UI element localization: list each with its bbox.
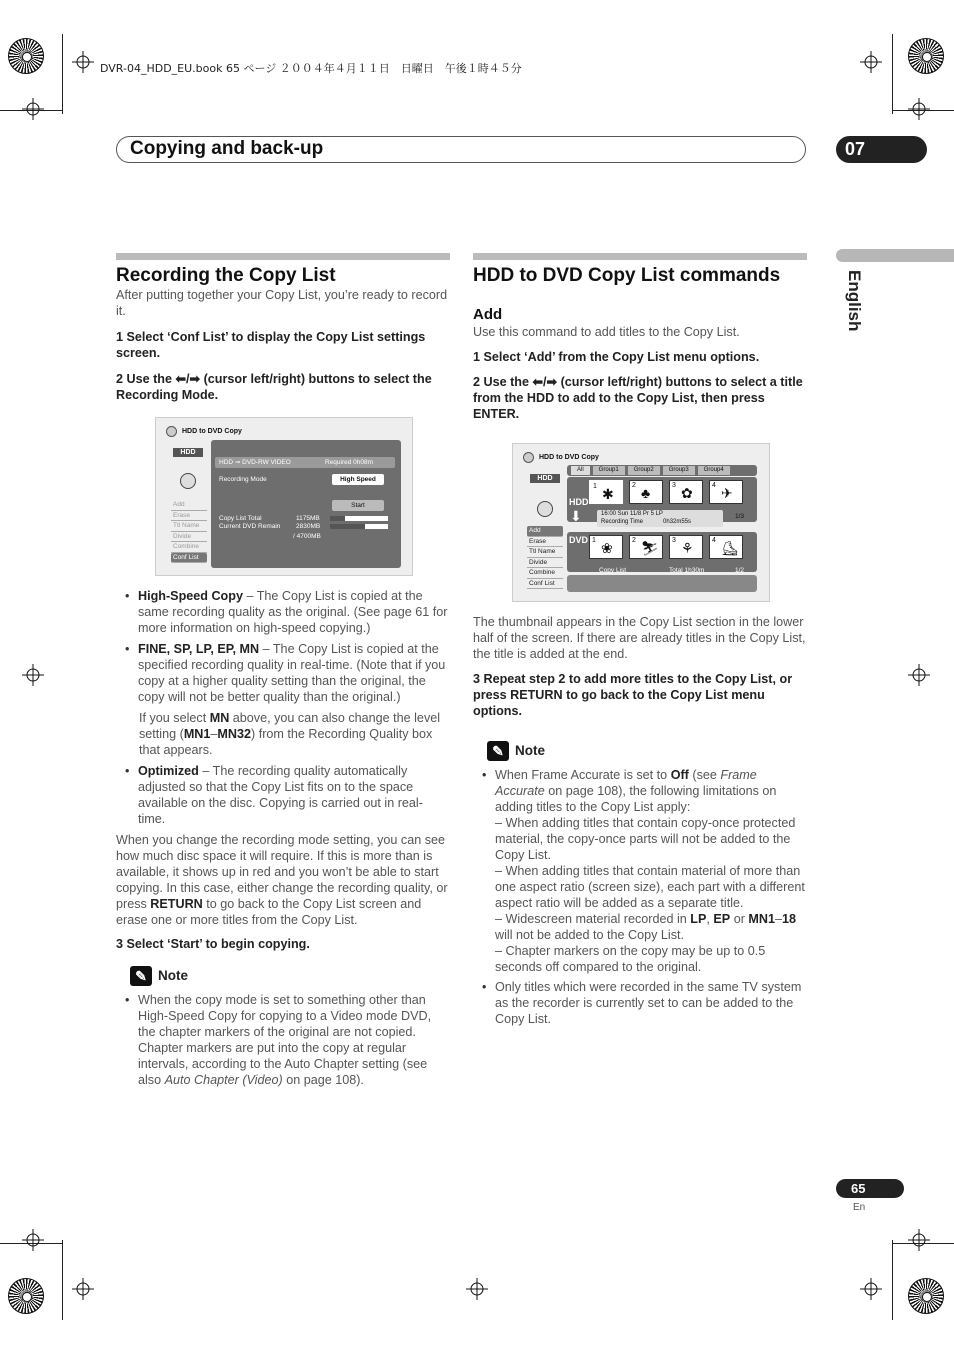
note-list: [116, 992, 450, 1088]
dvd-capacity: / 4700MB: [293, 533, 321, 540]
registration-crosshair-icon: [908, 1229, 930, 1251]
print-slug: DVR-04_HDD_EU.book 65 ページ ２００４年４月１１日 日曜日 午後１時４５分: [100, 62, 522, 75]
route-row: [215, 457, 395, 468]
menu-item-conf-list[interactable]: Conf List: [527, 579, 563, 590]
menu-item-erase[interactable]: Erase: [171, 511, 207, 522]
thumbnail-paragraph: The thumbnail appears in the Copy List section in the lower half of the screen. If there are already titles in the Copy List, the title is added at the end.: [473, 615, 806, 661]
copy-list-thumbnail[interactable]: 3 ⚘: [669, 535, 703, 559]
menu-item-divide[interactable]: Divide: [527, 558, 563, 569]
tab-group3[interactable]: Group3: [663, 466, 695, 475]
page-language: En: [853, 1202, 866, 1213]
registration-crosshair-icon: [22, 1229, 44, 1251]
disc-icon: [180, 473, 196, 489]
copy-list-thumbnail[interactable]: 1 ❀: [589, 535, 623, 559]
dvd-remain-value: 2830MB: [296, 523, 321, 530]
add-intro: Use this command to add titles to the Copy List.: [473, 325, 740, 339]
heading-copy-list-commands: HDD to DVD Copy List commands: [473, 265, 781, 286]
limitation-copy-once: – When adding titles that contain copy-once protected material, the copy-once parts will not be added to the Copy List.: [495, 816, 796, 862]
section-bar: [473, 253, 807, 260]
chapter-number: 07: [836, 136, 927, 163]
recording-mode-screen: [155, 417, 413, 576]
hdd-title-thumbnail[interactable]: 1 ✱: [589, 480, 623, 504]
hdd-badge: HDD: [530, 474, 560, 483]
disc-space-paragraph: When you change the recording mode setting, you can see how much disc space it will require. If this is more than is available, it shows up in red and you won’t be able to start copying. In this case, either change the recording quality, or press RETURN to go back to the Copy List screen and erase one or more titles from the Copy List.: [116, 833, 448, 927]
registration-crosshair-icon: [860, 1278, 882, 1300]
disc-icon: [523, 452, 534, 463]
dvd-page-indicator: 1/2: [735, 567, 745, 574]
heading-recording-copy-list: Recording the Copy List: [116, 265, 336, 286]
list-item: • FINE, SP, LP, EP, MN – The Copy List is copied at the specified recording quality in real-time. (Note that if you copy at a higher quality setting than the original, the copy will not be better quality than the original.): [116, 641, 450, 705]
hdd-badge: HDD: [173, 448, 203, 457]
disc-icon: [537, 501, 553, 517]
start-button[interactable]: Start: [332, 500, 384, 511]
right-column-lower: [473, 614, 807, 1027]
language-tab: [836, 249, 954, 262]
step-3: 3 Repeat step 2 to add more titles to the Copy List, or press RETURN to go back to the Copy List menu options.: [473, 672, 793, 718]
copy-list-menu: [527, 526, 563, 589]
section-bar: [116, 253, 450, 260]
copy-list-menu: [171, 500, 207, 563]
step-2: 2 Use the ⬅/➡ (cursor left/right) buttons to select a title from the HDD to add to the Copy List, then press ENTER.: [473, 375, 803, 421]
recording-time-line: Recording Time 0h32m55s: [601, 518, 692, 525]
printer-sunburst-mark: [8, 38, 44, 74]
menu-item-ttl-name[interactable]: Ttl Name: [171, 521, 207, 532]
note-heading: ✎ Note: [473, 741, 807, 761]
menu-item-add[interactable]: Add: [171, 500, 207, 511]
copy-list-thumbnail[interactable]: 2 ⛷: [629, 535, 663, 559]
registration-crosshair-icon: [908, 664, 930, 686]
heading-add: Add: [473, 306, 503, 323]
step-1: 1 Select ‘Add’ from the Copy List menu options.: [473, 350, 760, 364]
list-item: • Optimized – The recording quality automatically adjusted so that the Copy List fits on to the space available on the disc. Copying is carried out in real-time.: [116, 763, 450, 827]
pencil-icon: ✎: [487, 741, 509, 761]
hdd-title-thumbnail[interactable]: 3 ✿: [669, 480, 703, 504]
pencil-icon: ✎: [130, 966, 152, 986]
registration-crosshair-icon: [22, 664, 44, 686]
tab-group2[interactable]: Group2: [628, 466, 660, 475]
recording-mode-label: Recording Mode: [219, 476, 267, 483]
recording-mode-selector[interactable]: High Speed: [332, 474, 384, 485]
menu-item-ttl-name[interactable]: Ttl Name: [527, 547, 563, 558]
copy-list-label: Copy List: [599, 567, 627, 574]
menu-item-divide[interactable]: Divide: [171, 532, 207, 543]
hdd-side-label: HDD: [569, 497, 589, 507]
step-1: 1 Select ‘Conf List’ to display the Copy List settings screen.: [116, 330, 426, 360]
registration-crosshair-icon: [466, 1278, 488, 1300]
limitation-widescreen: – Widescreen material recorded in LP, EP or MN1–18 will not be added to the Copy List.: [495, 912, 797, 942]
status-bar: [567, 575, 757, 592]
menu-item-erase[interactable]: Erase: [527, 537, 563, 548]
printer-sunburst-mark: [908, 38, 944, 74]
note-heading: ✎ Note: [116, 966, 450, 986]
copy-list-thumbnail[interactable]: 4 ⛸: [709, 535, 743, 559]
mn-level-note: If you select MN above, you can also change the level setting (MN1–MN32) from the Recording Quality box that appears.: [139, 711, 441, 757]
registration-crosshair-icon: [72, 1278, 94, 1300]
tab-all[interactable]: All: [571, 466, 590, 475]
registration-crosshair-icon: [22, 98, 44, 120]
title-info-line: 16:00 Sun 11/8 Pr 5 LP: [601, 511, 663, 517]
registration-crosshair-icon: [860, 51, 882, 73]
left-column: [116, 253, 450, 403]
recording-mode-list: [116, 763, 450, 827]
limitation-chapter-markers: – Chapter markers on the copy may be up to 0.5 seconds off compared to the original.: [495, 944, 766, 974]
list-item: • High-Speed Copy – The Copy List is copied at the same recording quality as the original. (See page 61 for more information on high-speed copying.): [116, 588, 450, 636]
remain-bar: [330, 524, 388, 529]
menu-item-conf-list[interactable]: Conf List: [171, 553, 207, 564]
printer-sunburst-mark: [908, 1278, 944, 1314]
down-arrow-icon: ⬇: [570, 508, 582, 524]
title-info-box: [597, 510, 723, 527]
copy-list-add-screen: [512, 443, 770, 602]
list-item: • When the copy mode is set to something other than High-Speed Copy for copying to a Video mode DVD, the chapter markers of the original are not copied. Chapter markers are put into the copy at regular intervals, according to the Auto Chapter setting (see also Auto Chapter (Video) on page 108).: [116, 992, 450, 1088]
copy-list-total-value: 1175MB: [296, 515, 320, 522]
required-time: Required 0h08m: [325, 459, 374, 466]
hdd-page-indicator: 1/3: [735, 513, 745, 520]
limitation-aspect-ratio: – When adding titles that contain material of more than one aspect ratio (screen size), each part with a different aspect ratio will be added as a separate title.: [495, 864, 805, 910]
screen-title: HDD to DVD Copy: [539, 454, 599, 461]
dvd-remain-label: Current DVD Remain: [219, 523, 281, 530]
group-tabs: [567, 465, 757, 476]
registration-crosshair-icon: [72, 51, 94, 73]
note-list: [473, 767, 807, 1027]
disc-icon: [166, 426, 177, 437]
page-number: 65: [836, 1179, 904, 1198]
intro-text: After putting together your Copy List, you’re ready to record it.: [116, 288, 448, 318]
usage-bar: [330, 516, 388, 521]
section-title: Copying and back-up: [130, 138, 324, 159]
menu-item-combine[interactable]: Combine: [527, 568, 563, 579]
right-column: [473, 253, 807, 422]
tab-group4[interactable]: Group4: [698, 466, 730, 475]
menu-item-combine[interactable]: Combine: [171, 542, 207, 553]
left-column-lower: [116, 588, 450, 1088]
list-item: • When Frame Accurate is set to Off (see Frame Accurate on page 108), the following limitations on adding titles to the Copy List apply: – When adding titles that contain copy-once protected material, the copy-once parts will not be added to the Copy List. – When adding titles that contain material of more than one aspect ratio (screen size), each part with a different aspect ratio will be added as a separate title. – Widescreen material recorded in LP, EP or MN1–18 will not be added to the Copy List. – Chapter markers on the copy may be up to 0.5 seconds off compared to the original.: [473, 767, 807, 975]
registration-crosshair-icon: [908, 98, 930, 120]
tab-group1[interactable]: Group1: [593, 466, 625, 475]
step-3: 3 Select ‘Start’ to begin copying.: [116, 937, 310, 951]
copy-route: HDD ➞ DVD-RW VIDEO: [219, 459, 291, 466]
screen-title: HDD to DVD Copy: [182, 428, 242, 435]
menu-item-add[interactable]: Add: [527, 526, 563, 537]
hdd-title-thumbnail[interactable]: 2 ♣: [629, 480, 663, 504]
hdd-title-thumbnail[interactable]: 4 ✈: [709, 480, 743, 504]
list-item: • Only titles which were recorded in the same TV system as the recorder is currently set to can be added to the Copy List.: [473, 979, 807, 1027]
printer-sunburst-mark: [8, 1278, 44, 1314]
language-label: English: [845, 270, 864, 332]
dvd-side-label: DVD: [569, 535, 589, 545]
copy-list-total: Total 1h30m: [669, 567, 705, 574]
recording-mode-list: [116, 588, 450, 705]
step-2: 2 Use the ⬅/➡ (cursor left/right) buttons to select the Recording Mode.: [116, 372, 432, 402]
copy-list-total-label: Copy List Total: [219, 515, 262, 522]
